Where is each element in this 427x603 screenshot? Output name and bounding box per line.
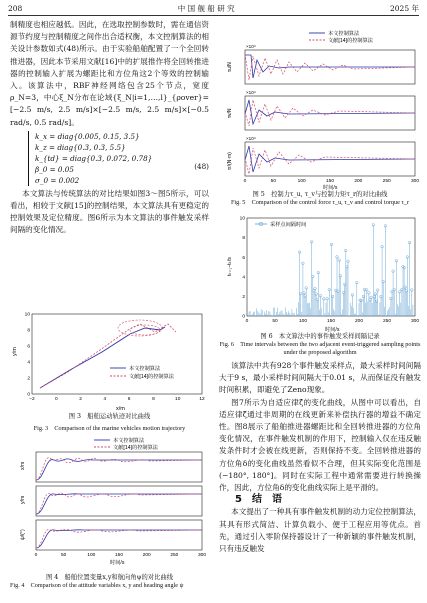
fig4-xticks-label: 300 (197, 553, 207, 558)
fig5-xticks (244, 178, 420, 184)
fig3-yticks-label: 8 (27, 328, 30, 334)
fig6-xticks-label: 200 (354, 319, 364, 324)
fig4-y-proposed (36, 494, 202, 514)
fig6-yticks-label: 4 (242, 275, 245, 281)
fig4-xticks-label: 150 (114, 553, 124, 558)
header-rule (8, 15, 419, 16)
fig3-caption-zh: 图 3 船舶运动轨迹对比曲线 (68, 413, 151, 420)
figure-3-trajectory (10, 310, 209, 412)
fig4-xticks-label: 200 (142, 553, 151, 558)
eq-line-3: k_{td} = diag{0.3, 0.072, 0.78} (35, 153, 153, 163)
year: 2025 年 (390, 4, 419, 13)
fig5-xlabel: 时间/s (323, 185, 338, 190)
fig5-xticks-label: 200 (354, 179, 363, 184)
fig4-ylabel-y: y/m (20, 495, 26, 504)
fig3-xticks-label: −2 (29, 397, 35, 402)
legend-ref: 文献[14]的控制算法 (129, 374, 174, 380)
fig3-xticks-label: 8 (152, 397, 155, 402)
paragraph-1: 制精度也相应越低。因此，在选取控制参数时，需在通信资源节约度与控制精度之间作出合适权衡，本文控制算法的相关设计参数如式(48)所示。由于实验船舶配置了一个全回转推进器，因此本节采用文献[16]中的扩展推作将全回转推进器的控制输入扩展为螺距比和方位角这2个等效的控制输入。该算法中，RBF神经网络包含25个节点，宽度ρ_N=3，中心ξ_N分布在论域{ξ_N|i=1,…,l}_{ρover}=[−2.5 m/s, 2.5 m/s]×[−2.5 m/s, 2.5 m/s]×[−0.5 rad/s, 0.5 rad/s]。 (10, 20, 209, 127)
fig5-v-proposed (245, 100, 415, 124)
fig3-xticks-label: 4 (103, 397, 107, 402)
journal-name: 中 国 舰 船 研 究 (177, 4, 235, 13)
left-column (10, 19, 209, 237)
fig3-ref-loop (118, 320, 162, 336)
fig5-r-ref (245, 148, 415, 174)
fig3-xticks-label: 0 (54, 397, 58, 402)
fig3-ylabel: y/m (12, 347, 18, 356)
fig3-yticks-label: 2 (27, 376, 30, 382)
figure-3-caption (10, 413, 209, 421)
fig4-psi-proposed (36, 530, 202, 548)
fig5-xticks-label: 250 (382, 179, 391, 184)
fig4-xticks (35, 552, 207, 558)
paragraph-3: 该算法中共有928个事件触发采样点，最大采样时间间隔大于9 s，最小采样时间间隔大于0.01 s，从而保证没有触发时间积累，即避免了Zeno现象。 (219, 361, 421, 395)
fig4-ylabel-psi: ψ/(°) (20, 529, 26, 540)
running-header (8, 3, 419, 14)
fig3-xticks (29, 396, 205, 402)
fig6-xticks-label: 100 (298, 319, 308, 324)
figure-6-intervals (219, 212, 421, 332)
fig6-xticks-label: 150 (326, 319, 336, 324)
fig6-yticks-label: 10 (239, 216, 245, 222)
figure-3-caption-en (10, 425, 209, 433)
fig6-xlabel: 时间/s (325, 327, 340, 332)
fig3-yticks-label: 10 (24, 312, 30, 318)
fig4-panel-y (36, 486, 202, 516)
fig5-caption-en: Fig. 5 Comparison of the control force τ_u, τ_v and control torque τ_r (230, 199, 410, 207)
fig3-yticks (25, 312, 31, 398)
fig5-scale-u: ×10⁴ (246, 44, 256, 49)
fig5-caption-zh: 图 5 控制力τ_u, τ_v与控制力矩τ_r的对比曲线 (252, 191, 388, 198)
fig5-xticks-label: 150 (325, 179, 335, 184)
page-number: 208 (8, 4, 23, 13)
fig6-xticks (246, 318, 420, 324)
fig5-xticks-label: 50 (270, 179, 277, 184)
eq-line-5: σ_0 = 0.002 (35, 175, 80, 185)
fig6-xticks-label: 250 (382, 319, 392, 324)
fig3-xticks-label: 10 (175, 397, 181, 402)
fig4-caption-zh: 图 4 船舶位置变量x,y和航向角ψ的对比曲线 (45, 574, 174, 581)
fig5-legend-proposed: 本文控制算法 (328, 31, 360, 37)
fig3-legend (110, 364, 175, 380)
fig5-ylabel-u: τu/N (227, 62, 233, 72)
legend-proposed: 本文控制算法 (129, 366, 161, 372)
figure-4-attitude (10, 436, 209, 566)
fig6-caption-zh: 图 6 本文算法中的事件触发采样间隔记录 (260, 333, 380, 340)
figure-4-caption (10, 574, 209, 590)
fig6-axes (247, 218, 415, 316)
fig6-yticks-label: 8 (242, 236, 245, 242)
fig4-legend-proposed: 本文控制算法 (113, 438, 145, 444)
fig6-caption-en: Fig. 6 Time intervals between the two adjacent event-triggered sampling points under the proposed algorithm (219, 341, 421, 357)
fig4-psi-ref (36, 529, 202, 548)
fig3-xlabel: x/m (116, 406, 125, 412)
fig6-bars (249, 224, 413, 316)
fig6-xticks-label: 300 (410, 319, 420, 324)
section-title-conclusion: 5 结 语 (235, 494, 282, 506)
fig5-ylabel-r: τr/(N·m) (227, 152, 233, 170)
fig3-xticks-label: 2 (79, 397, 82, 402)
figure-5-caption (219, 191, 421, 207)
fig4-xticks-label: 0 (34, 553, 38, 558)
fig3-xticks-label: 6 (127, 397, 131, 402)
fig4-panel-psi (36, 520, 202, 550)
fig5-scale-v: ×10⁴ (246, 90, 256, 95)
paragraph-5: 本文提出了一种具有事件触发机制的动力定位控制算法，其具有形式简洁、计算负载小、便于工程应用等优点。首先，通过引入零阶保持器设计了一种新颖的事件触发机制，只有违反触发 (219, 507, 421, 554)
fig5-u-proposed (245, 55, 415, 78)
fig4-y-ref (36, 493, 202, 514)
eq-line-1: k_x = diag{0.005, 0.15, 3.5} (35, 131, 140, 141)
figure-6-caption (219, 333, 421, 358)
paragraph-2: 本文算法与传统算法的对比结果如图3～图5所示，可以看出，相较于文献[15]的控制结果，本文算法具有更稳定的控制效果及定位精度。图6所示为本文算法的事件触发采样间隔的变化情况。 (10, 188, 209, 235)
fig5-xticks-label: 300 (410, 179, 420, 184)
eq-line-2: k_z = diag{0.3, 0.3, 5.5} (35, 142, 126, 152)
fig6-ylabel: tₖ₊₁−tₖ/s (227, 257, 233, 276)
fig4-xticks-label: 50 (60, 553, 67, 558)
fig5-xticks-label: 0 (243, 179, 247, 184)
equation-48 (28, 131, 209, 186)
right-column-text (219, 360, 421, 555)
fig5-xticks-label: 100 (297, 179, 306, 184)
fig5-legend-ref: 文献[14]的控制算法 (328, 38, 373, 44)
fig6-yticks-label: 6 (242, 255, 245, 261)
fig6-xticks-label: 0 (245, 319, 249, 324)
fig6-legend-sample: 采样点间隔时间 (270, 222, 307, 228)
fig3-yticks-label: 4 (27, 360, 30, 366)
fig4-xlabel: 时间/s (110, 560, 125, 566)
fig4-xticks-label: 100 (87, 553, 96, 558)
fig4-xticks-label: 250 (170, 553, 179, 558)
equation-number: (48) (194, 161, 209, 171)
fig5-legend (309, 30, 374, 44)
fig5-ylabel-v: τv/N (227, 108, 233, 118)
fig4-caption-en: Fig. 4 Comparison of the attitude variables x, y and heading angle ψ (10, 582, 184, 590)
fig3-yticks-label: 0 (27, 392, 30, 398)
figure-5-control (219, 30, 421, 190)
fig4-legend (94, 436, 159, 451)
eq-line-4: β_0 = 0.05 (35, 164, 74, 174)
fig3-xticks-label: 12 (199, 397, 205, 402)
fig6-legend (255, 220, 306, 228)
fig3-caption-en: Fig. 3 Comparison of the marine vehicles motion trajectory (33, 425, 186, 432)
fig4-x-proposed (36, 459, 202, 480)
fig6-yticks-label: 2 (242, 295, 245, 300)
fig6-yticks (240, 216, 246, 320)
fig5-scale-r: ×10⁴ (246, 136, 256, 141)
fig6-xticks-label: 50 (272, 319, 278, 324)
fig6-yticks-label: 0 (242, 314, 245, 320)
fig3-yticks-label: 6 (27, 344, 30, 350)
fig5-r-proposed (245, 146, 415, 172)
fig4-panel-x (36, 452, 202, 482)
fig4-ylabel-x: x/m (20, 461, 26, 470)
fig4-legend-ref: 文献[14]的控制算法 (113, 445, 158, 451)
paragraph-4: 图7所示为自适应律ζ̂的变化曲线，从图中可以看出，自适应律ζ̂通过非周期的在线更新来补偿执行器的增益不确定性。图8展示了船舶推进器螺距比和全回转推进器的方位角变化情况，在事件触发机制的作用下，控制输入仅在违反触发条件时才会被在线更新，否则保持不变。全回转推进器的方位角δ的变化曲线虽然看似不合理，但其实际变化范围是(−180°, 180°]。同时在实际工程中通常需要进行转换操作，因此，方位角δ的变化曲线实际上是平滑的。 (219, 397, 421, 493)
